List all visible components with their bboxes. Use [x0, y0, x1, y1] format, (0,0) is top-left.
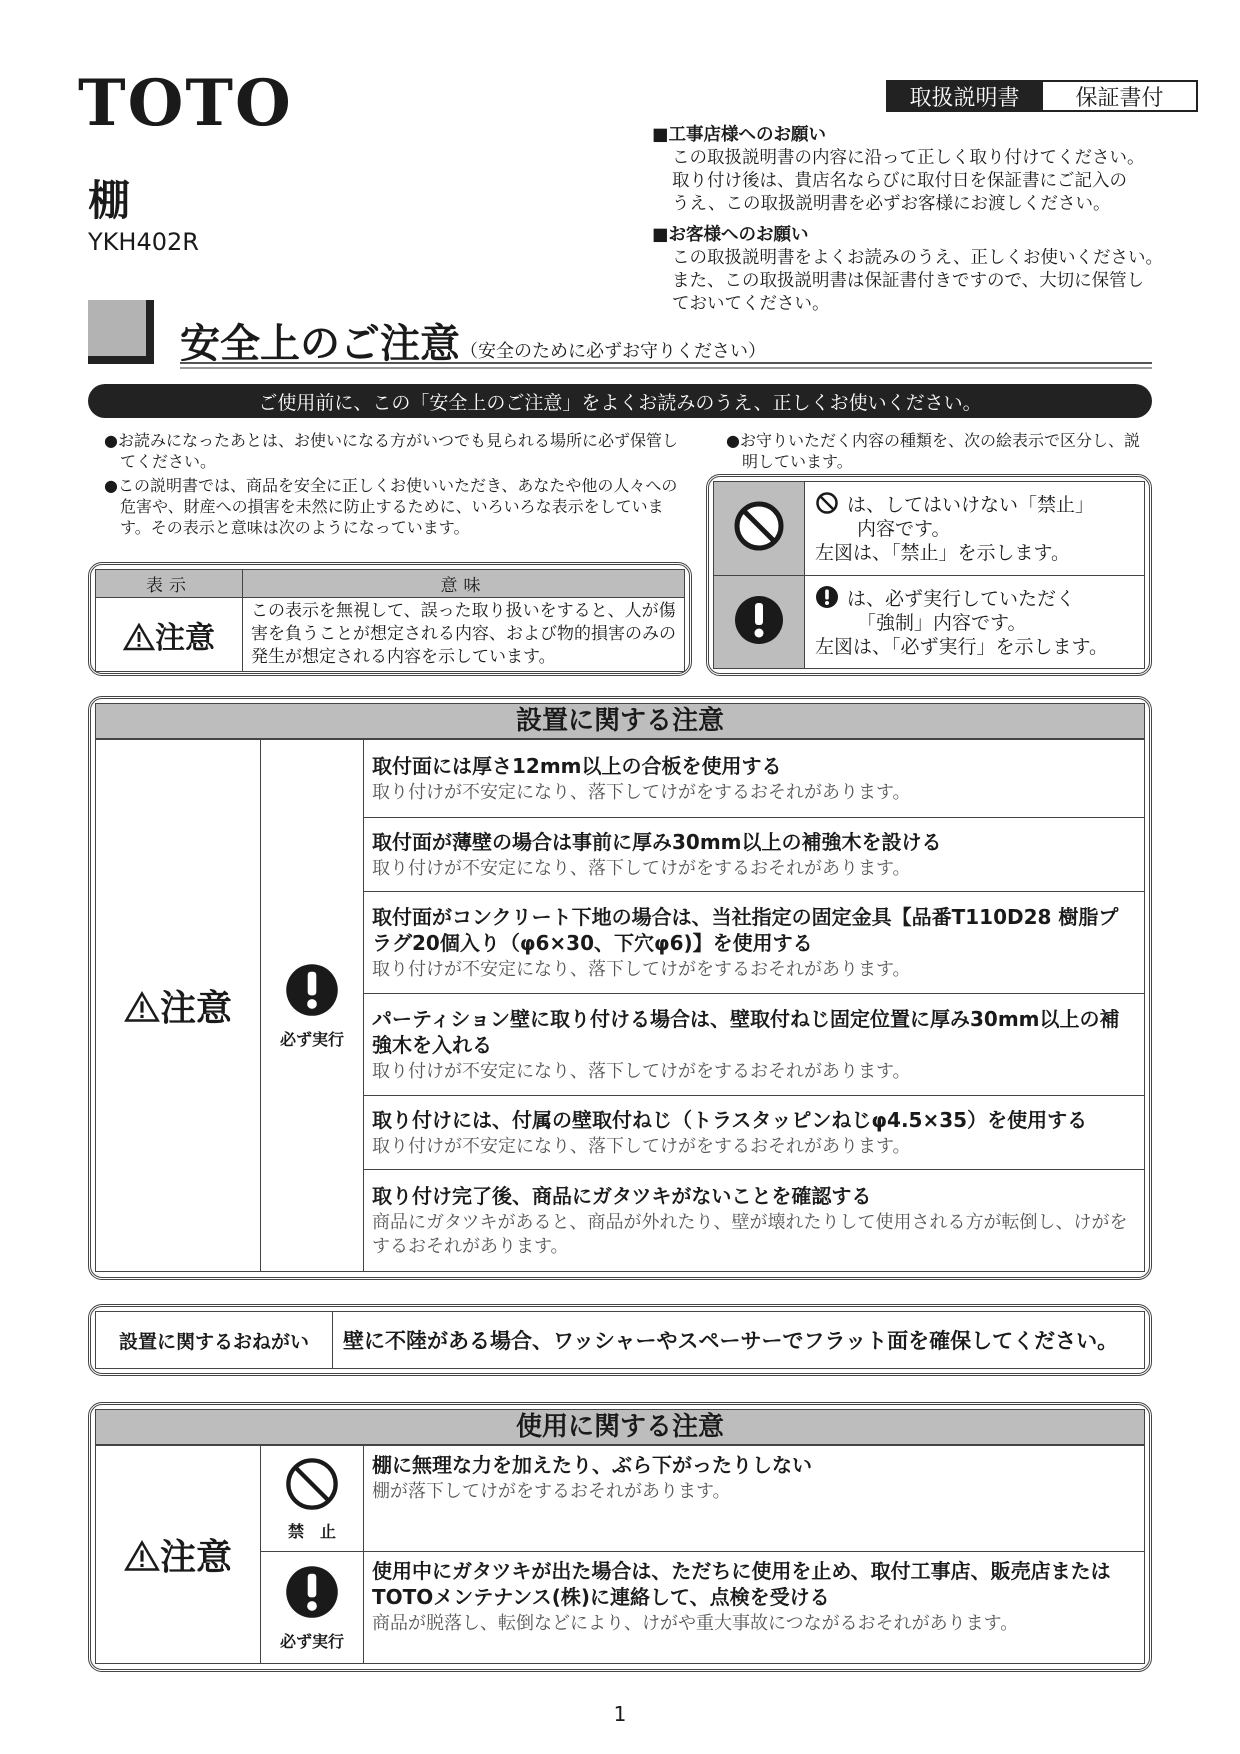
installation-caution-box [88, 696, 1152, 1280]
caution-item [364, 740, 1145, 818]
legend-intro [726, 430, 1152, 475]
caution-label [96, 598, 243, 672]
caution-label [96, 740, 261, 1272]
section-title [180, 312, 766, 369]
installation-request-box [88, 1304, 1152, 1376]
caution-sub: 取り付けが不安定になり、落下してけがをするおそれがあります。 [372, 781, 911, 803]
installation-caution-title: 設置に関する注意 [95, 703, 1145, 739]
warranty-badge: 保証書付 [1041, 82, 1196, 110]
legend-prohibition-cell [714, 482, 805, 576]
bullet-item: ●お守りいただく内容の種類を、次の絵表示で区分し、説明しています。 [726, 431, 1140, 471]
mandatory-label: 必ず実行 [279, 1030, 344, 1049]
installer-request [652, 124, 1145, 216]
caution-main: 取り付け完了後、商品にガタツキがないことを確認する [372, 1183, 872, 1208]
caution-main: 取付面がコンクリート下地の場合は、当社指定の固定金具【品番T110D28 樹脂プラグ20個入り（φ6×30、下穴φ6)】を使用する [372, 904, 1119, 955]
caution-main: 使用中にガタツキが出た場合は、ただちに使用を止め、取付工事店、販売店またはTOTOメンテナンス(株)に連絡して、点検を受ける [372, 1559, 1111, 1609]
caution-main: 取り付けには、付属の壁取付ねじ（トラスタッピンねじφ4.5×35）を使用する [372, 1107, 1088, 1132]
usage-caution-title: 使用に関する注意 [95, 1409, 1145, 1445]
mandatory-icon [732, 593, 786, 647]
section-divider [180, 362, 1152, 364]
installation-request-label: 設置に関するおねがい [95, 1311, 332, 1369]
mandatory-symbol-cell [261, 1552, 364, 1664]
caution-label-text: 注意 [155, 620, 215, 656]
notice-banner: ご使用前に、この「安全上のご注意」をよくお読みのうえ、正しくお使いください。 [88, 384, 1152, 418]
caution-meaning: この表示を無視して、誤った取り扱いをすると、人が傷害を負うことが想定される内容、および物的損害のみの発生が想定される内容を示しています。 [243, 598, 685, 672]
caution-item [364, 1446, 1145, 1552]
mandatory-symbol-cell [261, 740, 364, 1272]
customer-request [652, 224, 1163, 316]
caution-label [96, 1446, 261, 1664]
installer-request-heading: ■工事店様へのお願い [652, 125, 827, 145]
caution-item [364, 994, 1145, 1096]
warning-triangle-icon [123, 623, 155, 651]
mandatory-icon [283, 1563, 341, 1621]
request-line: うえ、この取扱説明書を必ずお客様にお渡しください。 [672, 194, 1111, 214]
legend-prohibition-text [805, 482, 1145, 576]
caution-sub: 商品が脱落し、転倒などにより、けがや重大事故につながるおそれがあります。 [372, 1613, 1019, 1634]
caution-sub: 取り付けが不安定になり、落下してけがをするおそれがあります。 [372, 857, 911, 879]
bullet-item: ●この説明書では、商品を安全に正しくお使いいただき、あなたや他の人々への危害や、財産への損害を未然に防止するために、いろいろな表示をしています。その表示と意味は次のようになっています。 [104, 476, 678, 537]
prohibition-label: 禁 止 [287, 1522, 336, 1541]
usage-caution-box [88, 1402, 1152, 1672]
caution-item [364, 892, 1145, 994]
caution-sub: 取り付けが不安定になり、落下してけがをするおそれがあります。 [372, 1060, 911, 1082]
prohibition-icon [283, 1455, 341, 1513]
warning-triangle-icon [124, 991, 160, 1023]
legend-line: は、必ず実行していただく [847, 587, 1076, 610]
caution-label-text: 注意 [159, 988, 232, 1029]
mandatory-label: 必ず実行 [279, 1632, 344, 1651]
caution-item [364, 1096, 1145, 1170]
col-meaning-header: 意味 [243, 570, 685, 598]
display-meaning-table [88, 562, 692, 676]
col-display-header: 表示 [96, 570, 243, 598]
installation-request-text: 壁に不陸がある場合、ワッシャーやスペーサーでフラット面を確保してください。 [332, 1311, 1145, 1369]
caution-sub: 取り付けが不安定になり、落下してけがをするおそれがあります。 [372, 1135, 911, 1157]
legend-line: 内容です。 [857, 518, 951, 541]
request-line: ておいてください。 [672, 294, 830, 314]
caution-main: 取付面が薄壁の場合は事前に厚み30mm以上の補強木を設ける [372, 829, 942, 854]
model-number: YKH402R [88, 228, 199, 256]
section-divider [180, 367, 1152, 369]
caution-sub: 取り付けが不安定になり、落下してけがをするおそれがあります。 [372, 958, 911, 980]
request-line: 取り付け後は、貴店名ならびに取付日を保証書にご記入の [672, 171, 1127, 191]
caution-item [364, 1170, 1145, 1272]
section-subtitle: （安全のために必ずお守りください） [460, 341, 766, 362]
caution-sub: 棚が落下してけがをするおそれがあります。 [372, 1481, 731, 1502]
legend-mandatory-cell [714, 575, 805, 669]
intro-bullets [104, 430, 690, 541]
document-type-badge [886, 80, 1198, 112]
symbol-legend [706, 474, 1152, 676]
caution-main: パーティション壁に取り付ける場合は、壁取付ねじ固定位置に厚み30mm以上の補強木を入れる [372, 1006, 1120, 1057]
section-title-text: 安全上のご注意 [180, 321, 460, 367]
legend-line: 「強制」内容です。 [857, 611, 1027, 634]
request-line: この取扱説明書をよくお読みのうえ、正しくお使いください。 [672, 248, 1164, 268]
warning-triangle-icon [124, 1540, 160, 1572]
request-line: また、この取扱説明書は保証書付きですので、大切に保管し [672, 271, 1145, 291]
caution-item [364, 1552, 1145, 1664]
legend-line: は、してはいけない「禁止」 [847, 494, 1095, 517]
manual-badge: 取扱説明書 [888, 82, 1041, 110]
section-marker [88, 300, 154, 364]
legend-line: 左図は、「禁止」を示します。 [815, 542, 1070, 565]
mandatory-icon [283, 961, 341, 1019]
customer-request-heading: ■お客様へのお願い [652, 225, 809, 245]
page-number: 1 [613, 1702, 627, 1726]
request-line: この取扱説明書の内容に沿って正しく取り付けてください。 [672, 148, 1145, 168]
caution-label-text: 注意 [159, 1537, 232, 1578]
prohibition-icon [732, 499, 786, 553]
prohibition-icon [815, 491, 839, 515]
legend-line: 左図は、「必ず実行」を示します。 [815, 635, 1108, 658]
caution-main: 棚に無理な力を加えたり、ぶら下がったりしない [372, 1453, 812, 1477]
prohibition-symbol-cell [261, 1446, 364, 1552]
caution-item [364, 818, 1145, 892]
brand-logo: TOTO [78, 66, 293, 141]
bullet-item: ●お読みになったあとは、お使いになる方がいつでも見られる場所に必ず保管してください。 [104, 431, 678, 471]
product-name: 棚 [88, 176, 131, 225]
caution-sub: 商品にガタツキがあると、商品が外れたり、壁が壊れたりして使用される方が転倒し、けがをするおそれがあります。 [372, 1211, 1128, 1257]
mandatory-icon [815, 585, 839, 609]
legend-mandatory-text [805, 575, 1145, 669]
caution-main: 取付面には厚さ12mm以上の合板を使用する [372, 753, 782, 778]
